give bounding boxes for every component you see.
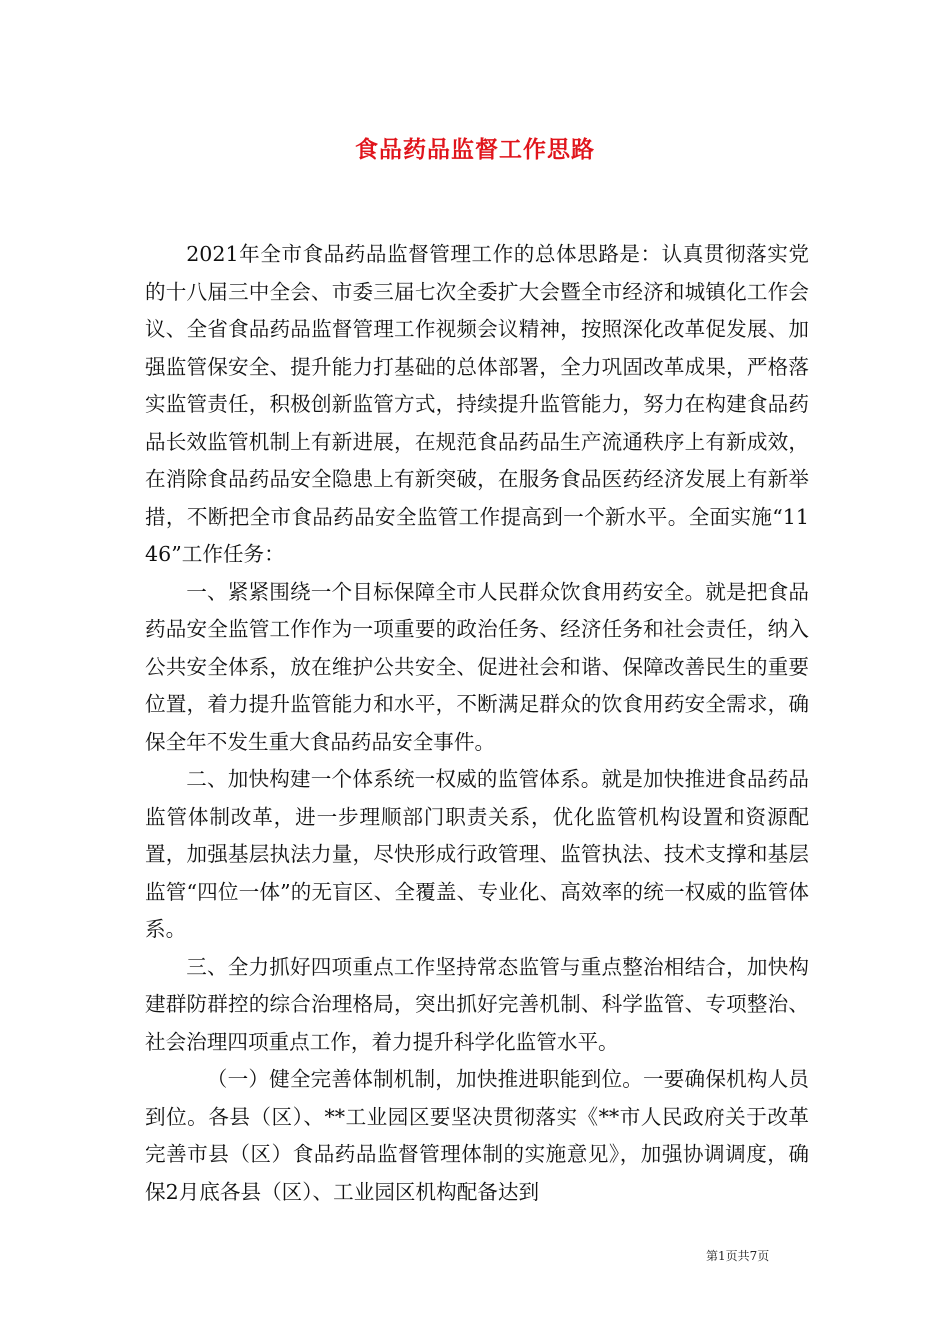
document-body bbox=[145, 236, 809, 1211]
paragraph-three: 三、全力抓好四项重点工作坚持常态监管与重点整治相结合，加快构建群防群控的综合治理格局，突出抓好完善机制、科学监管、专项整治、社会治理四项重点工作，着力提升科学化监管水平。 bbox=[145, 954, 809, 1054]
paragraph-three-sub-one: （一）健全完善体制机制，加快推进职能到位。一要确保机构人员到位。各县（区）、**工业园区要坚决贯彻落实《**市人民政府关于改革完善市县（区）食品药品监督管理体制的实施意见》，加强协调调度，确保2月底各县（区）、工业园区机构配备达到 bbox=[145, 1067, 809, 1204]
paragraph-one: 一、紧紧围绕一个目标保障全市人民群众饮食用药安全。就是把食品药品安全监管工作作为一项重要的政治任务、经济任务和社会责任，纳入公共安全体系，放在维护公共安全、促进社会和谐、保障改善民生的重要位置，着力提升监管能力和水平，不断满足群众的饮食用药安全需求，确保全年不发生重大食品药品安全事件。 bbox=[145, 579, 809, 754]
document-title: 食品药品监督工作思路 bbox=[355, 136, 595, 163]
paragraph-overview: 2021年全市食品药品监督管理工作的总体思路是：认真贯彻落实党的十八届三中全会、市委三届七次全委扩大会暨全市经济和城镇化工作会议、全省食品药品监督管理工作视频会议精神，按照深化改革促发展、加强监管保安全、提升能力打基础的总体部署，全力巩固改革成果，严格落实监管责任，积极创新监管方式，持续提升监管能力，努力在构建食品药品长效监管机制上有新进展，在规范食品药品生产流通秩序上有新成效，在消除食品药品安全隐患上有新突破，在服务食品医药经济发展上有新举措，不断把全市食品药品安全监管工作提高到一个新水平。全面实施“1146”工作任务： bbox=[145, 242, 809, 566]
page-number: 第1页共7页 bbox=[706, 1249, 770, 1263]
paragraph-two: 二、加快构建一个体系统一权威的监管体系。就是加快推进食品药品监管体制改革，进一步理顺部门职责关系，优化监管机构设置和资源配置，加强基层执法力量，尽快形成行政管理、监管执法、技术支撑和基层监管“四位一体”的无盲区、全覆盖、专业化、高效率的统一权威的监管体系。 bbox=[145, 767, 809, 941]
